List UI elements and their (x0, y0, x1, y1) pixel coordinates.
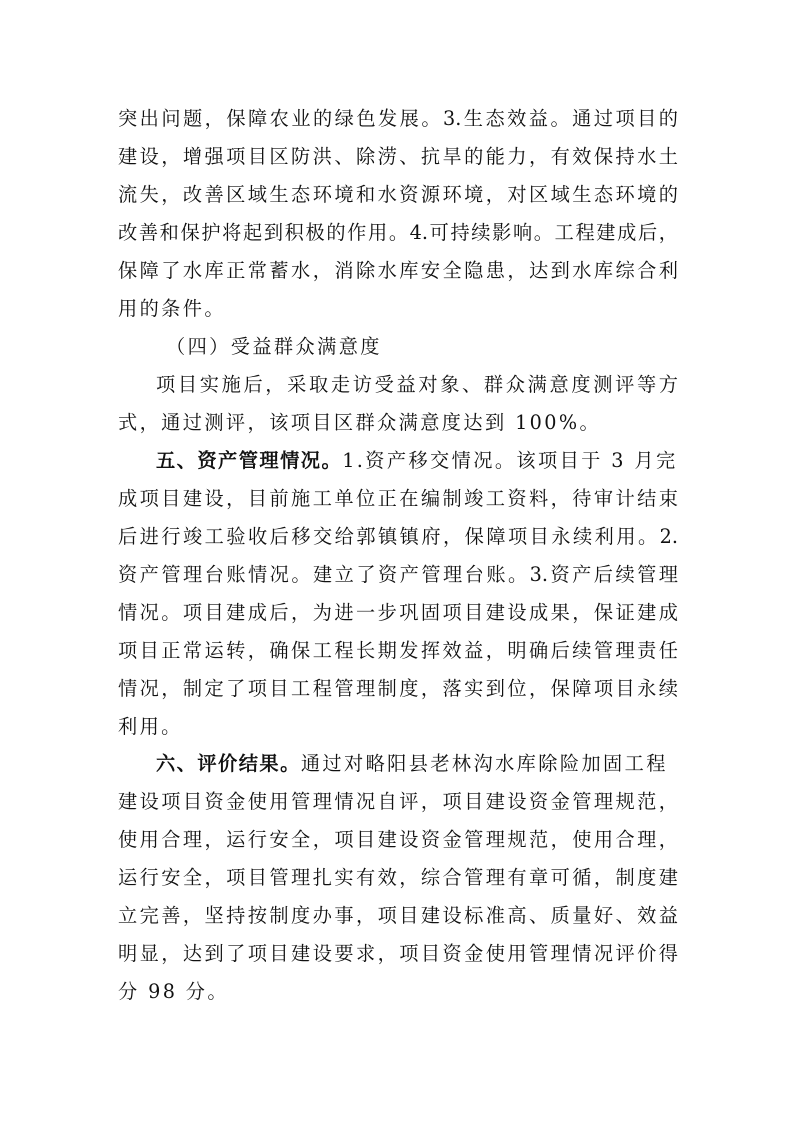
section-title: 六、评价结果。 (156, 752, 301, 775)
text-line: 明显，达到了项目建设要求，项目资金使用管理情况评价得 (118, 942, 678, 965)
text-line: 项目正常运转，确保工程长期发挥效益，明确后续管理责任 (118, 639, 678, 662)
section-asset-management (118, 442, 678, 746)
section-first-line (118, 442, 678, 480)
section-evaluation-result (118, 745, 678, 1011)
text-line: 分 98 分。 (118, 980, 229, 1003)
text-line: 流失，改善区域生态环境和水资源环境，对区域生态环境的 (118, 183, 678, 206)
text-line: 运行安全，项目管理扎实有效，综合管理有章可循，制度建 (118, 866, 678, 889)
text-line: 成项目建设，目前施工单位正在编制竣工资料，待审计结束 (118, 487, 678, 510)
text-line: 项目实施后，采取走访受益对象、群众满意度测评等方 (156, 373, 678, 396)
text-line: 建设项目资金使用管理情况自评，项目建设资金管理规范， (118, 790, 678, 813)
text-line: 使用合理，运行安全，项目建设资金管理规范，使用合理， (118, 828, 678, 851)
subheading-text: （四）受益群众满意度 (166, 335, 382, 358)
paragraph-satisfaction (118, 366, 678, 442)
text-line: 保障了水库正常蓄水，消除水库安全隐患，达到水库综合利 (118, 259, 678, 282)
section-first-line (118, 745, 678, 783)
text-line: 通过对略阳县老林沟水库除险加固工程 (300, 752, 668, 775)
text-line: 情况，制定了项目工程管理制度，落实到位，保障项目永续 (118, 677, 678, 700)
text-line: 改善和保护将起到积极的作用。4.可持续影响。工程建成后， (118, 221, 678, 244)
text-line: 1.资产移交情况。该项目于 3 月完 (342, 449, 678, 472)
text-line: 立完善，坚持按制度办事，项目建设标准高、质量好、效益 (118, 904, 678, 927)
text-line: 突出问题，保障农业的绿色发展。3.生态效益。通过项目的 (118, 107, 678, 130)
section-title: 五、资产管理情况。 (156, 449, 343, 472)
paragraph-benefits (118, 100, 678, 328)
text-line: 情况。项目建成后，为进一步巩固项目建设成果，保证建成 (118, 601, 678, 624)
text-line: 利用。 (118, 715, 183, 738)
text-line: 用的条件。 (118, 297, 226, 320)
subheading-satisfaction (118, 328, 678, 366)
text-line: 式，通过测评，该项目区群众满意度达到 100%。 (118, 411, 602, 434)
text-line: 建设，增强项目区防洪、除涝、抗旱的能力，有效保持水土 (118, 145, 678, 168)
text-line: 后进行竣工验收后移交给郭镇镇府，保障项目永续利用。2. (118, 525, 678, 548)
text-line: 资产管理台账情况。建立了资产管理台账。3.资产后续管理 (118, 563, 678, 586)
